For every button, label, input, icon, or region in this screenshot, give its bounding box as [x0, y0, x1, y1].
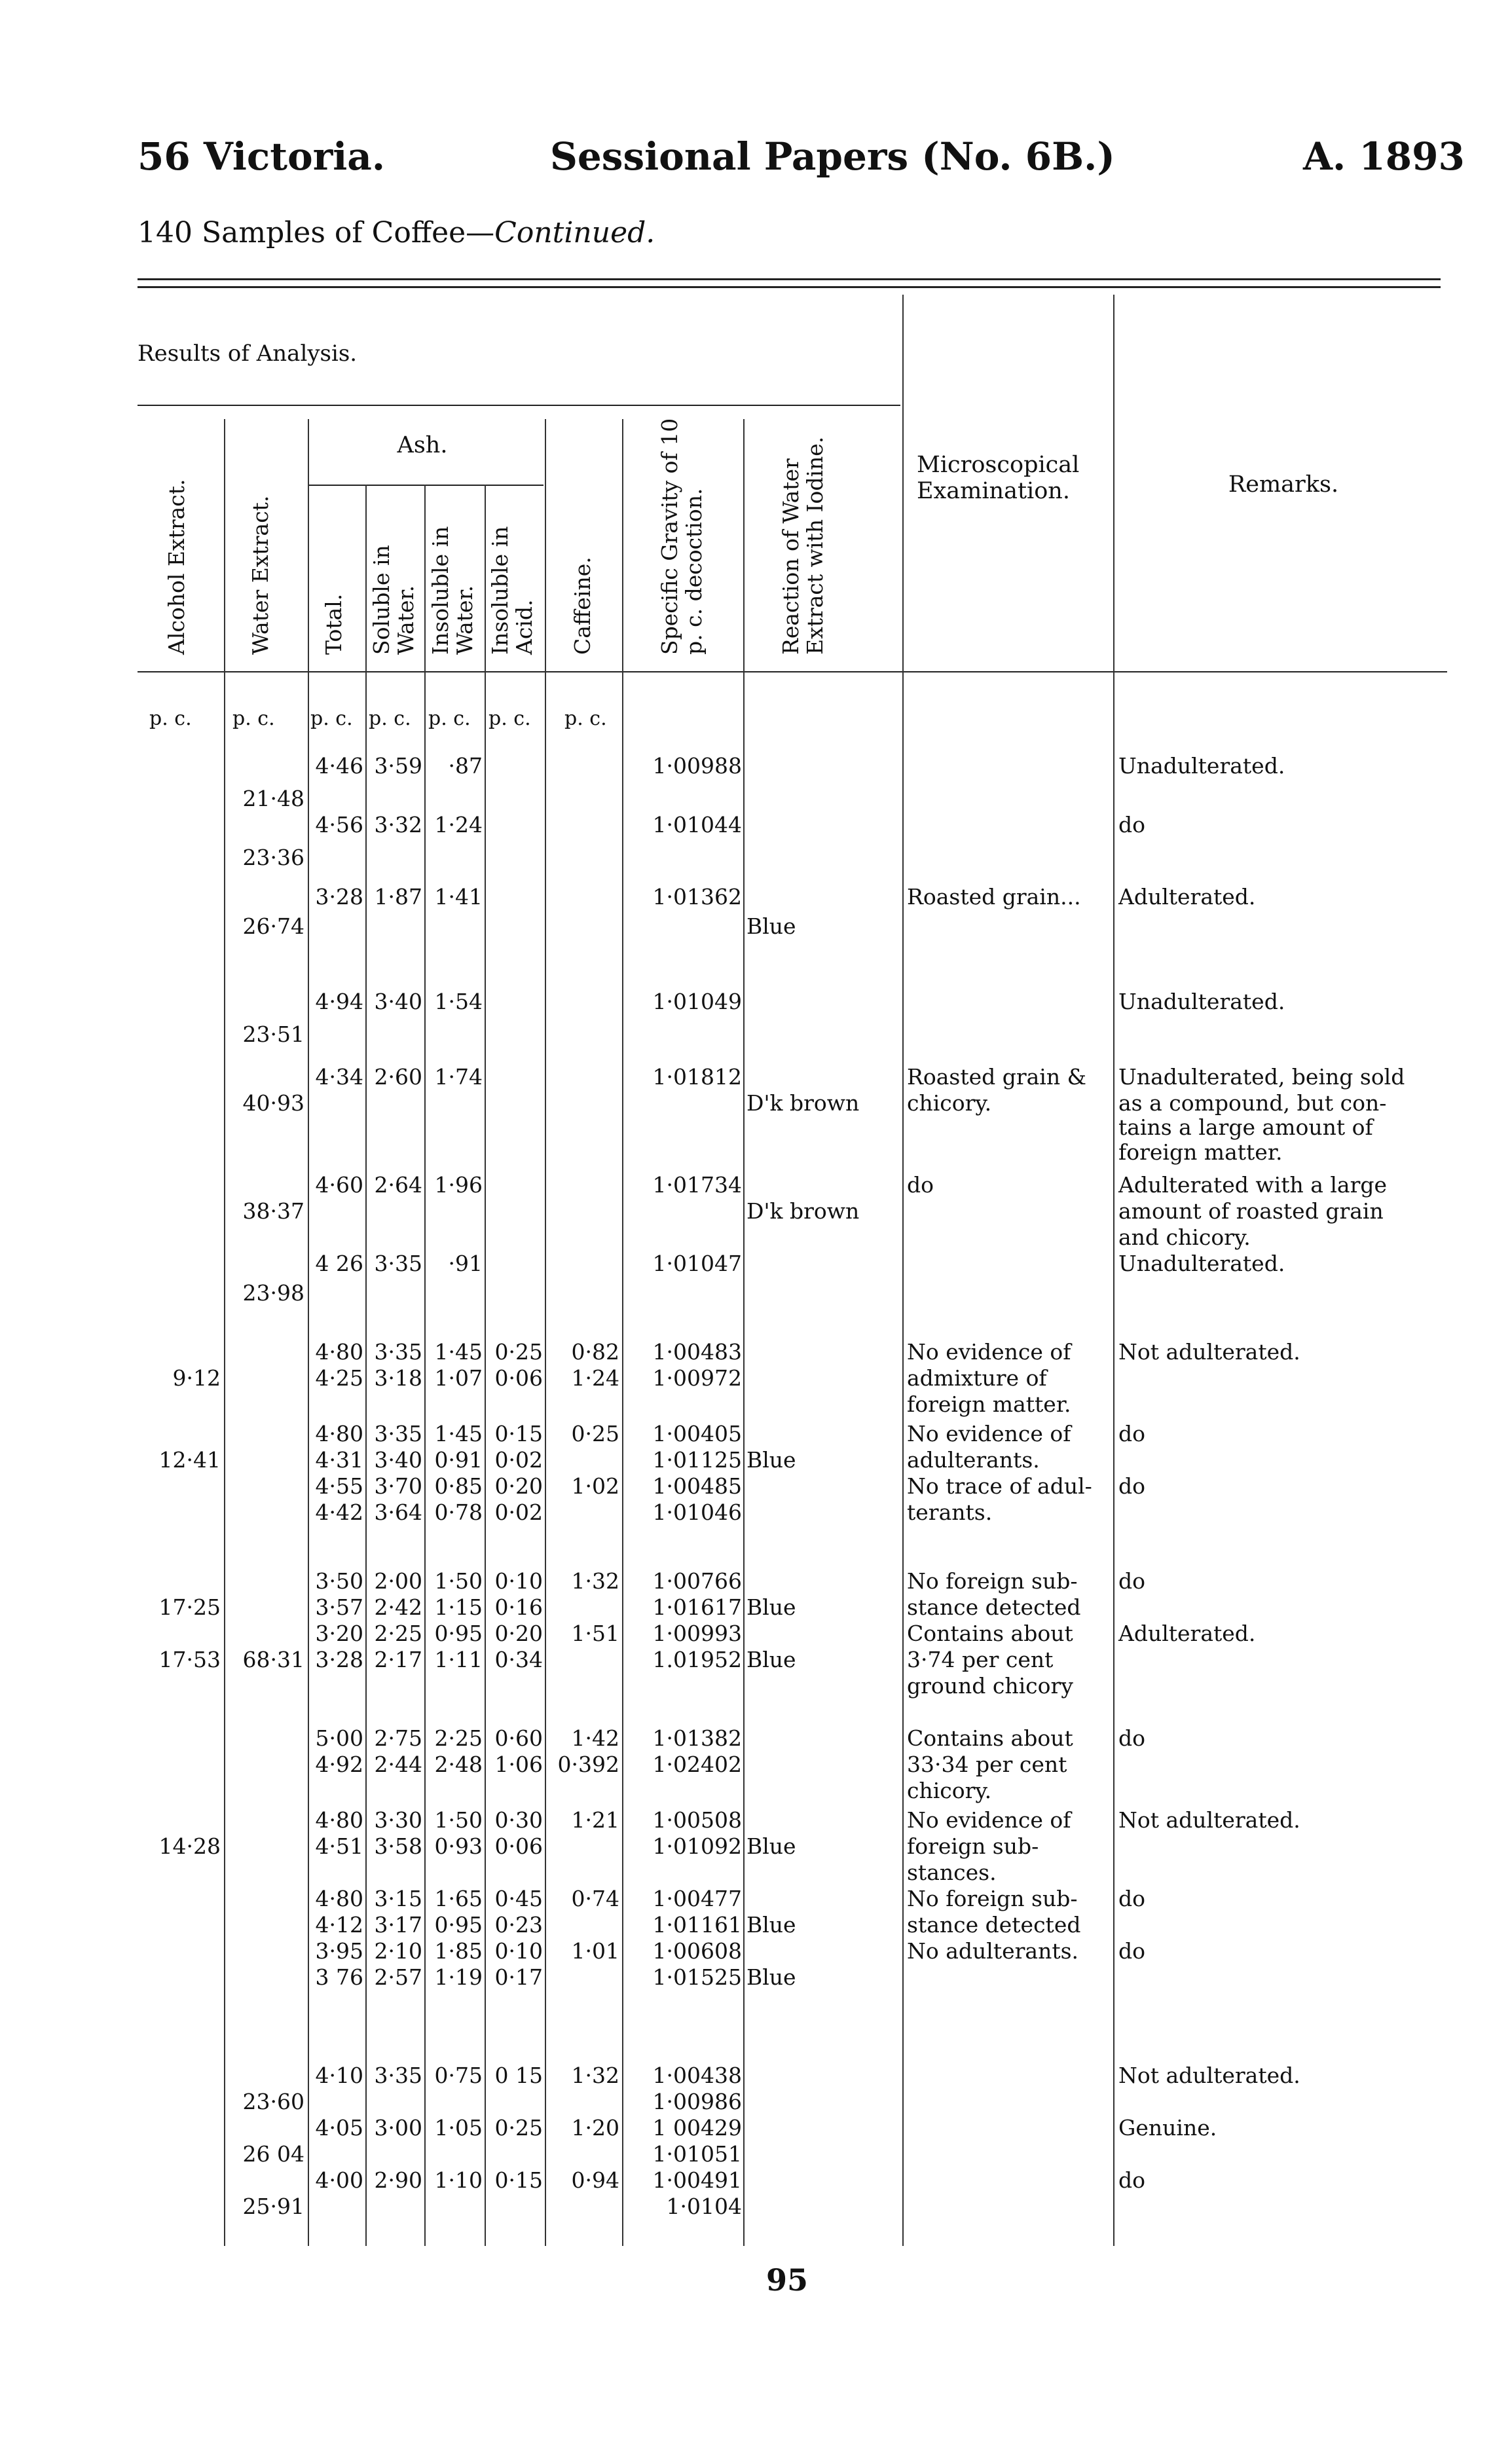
- cell-gravity: 1 00429: [652, 2115, 742, 2141]
- cell-gravity: 1.01952: [652, 1647, 742, 1672]
- cell-micro: No adulterants.: [907, 1938, 1079, 1964]
- cell-total: 4·42: [315, 1499, 363, 1525]
- cell-acid: 0·30: [494, 1807, 543, 1833]
- cell-acid: 0·25: [494, 2115, 543, 2141]
- col-caffeine: Caffeine.: [570, 557, 595, 655]
- cell-micro: chicory.: [907, 1090, 992, 1116]
- cell-micro: stances.: [907, 1860, 997, 1885]
- cell-sol: 3·40: [374, 989, 422, 1014]
- col-alcohol-extract: Alcohol Extract.: [164, 479, 189, 655]
- cell-sol: 3·35: [374, 2063, 422, 2088]
- cell-sol: 3·00: [374, 2115, 422, 2141]
- cell-sol: 2·90: [374, 2167, 422, 2193]
- cell-acid: 0·20: [494, 1621, 543, 1646]
- cell-sol: 3·30: [374, 1807, 422, 1833]
- cell-alcohol: 9·12: [172, 1365, 221, 1391]
- cell-reaction: Blue: [746, 1964, 796, 1990]
- col-divider: [902, 295, 904, 2246]
- cell-caffeine: 0·74: [571, 1886, 619, 1911]
- cell-insol: 1·50: [434, 1807, 483, 1833]
- cell-remarks: tains a large amount of: [1118, 1114, 1373, 1140]
- cell-micro: stance detected: [907, 1912, 1081, 1938]
- cell-micro: No evidence of: [907, 1339, 1071, 1365]
- cell-acid: 0·06: [494, 1365, 543, 1391]
- cell-total: 4·80: [315, 1807, 363, 1833]
- cell-remarks: foreign matter.: [1118, 1139, 1283, 1165]
- cell-sol: 3·35: [374, 1339, 422, 1365]
- cell-acid: 0·25: [494, 1339, 543, 1365]
- subtitle-prefix: 140 Samples of Coffee—: [138, 216, 495, 249]
- cell-gravity: 1·00608: [652, 1938, 742, 1964]
- col-divider: [485, 485, 486, 2246]
- col-ash-total: Total.: [321, 593, 346, 655]
- cell-acid: 0·23: [494, 1912, 543, 1938]
- col-ash-soluble-water: Soluble in Water.: [369, 545, 418, 655]
- cell-acid: 0·45: [494, 1886, 543, 1911]
- cell-gravity: 1·01051: [652, 2141, 742, 2167]
- cell-water: 23·60: [242, 2089, 304, 2114]
- cell-insol: 1·24: [434, 812, 483, 837]
- cell-micro: No evidence of: [907, 1807, 1071, 1833]
- cell-caffeine: 1·21: [571, 1807, 619, 1833]
- unit-label: p. c.: [428, 707, 471, 730]
- cell-gravity: 1·00405: [652, 1421, 742, 1446]
- col-specific-gravity: Specific Gravity of 10 p. c. decoction.: [657, 418, 707, 655]
- cell-micro: 33·34 per cent: [907, 1752, 1067, 1777]
- cell-gravity: 1·00477: [652, 1886, 742, 1911]
- header-left: 56 Victoria.: [138, 134, 386, 179]
- unit-label: p. c.: [310, 707, 353, 730]
- cell-caffeine: 1·32: [571, 1568, 619, 1594]
- cell-acid: 1·06: [494, 1752, 543, 1777]
- cell-sol: 3·40: [374, 1447, 422, 1473]
- col-water-extract: Water Extract.: [248, 495, 273, 655]
- unit-label: p. c.: [149, 707, 192, 730]
- cell-alcohol: 14·28: [158, 1833, 221, 1859]
- cell-sol: 2·00: [374, 1568, 422, 1594]
- unit-label: p. c.: [369, 707, 411, 730]
- cell-gravity: 1·00766: [652, 1568, 742, 1594]
- cell-total: 4·25: [315, 1365, 363, 1391]
- cell-total: 4·94: [315, 989, 363, 1014]
- cell-insol: 0·78: [434, 1499, 483, 1525]
- cell-reaction: Blue: [746, 1594, 796, 1620]
- col-divider: [424, 485, 426, 2246]
- cell-water: 68·31: [242, 1647, 304, 1672]
- cell-gravity: 1·01049: [652, 989, 742, 1014]
- cell-insol: 1·41: [434, 884, 483, 910]
- cell-remarks: do: [1118, 1421, 1145, 1446]
- cell-caffeine: 1·02: [571, 1473, 619, 1499]
- cell-sol: 2·60: [374, 1064, 422, 1090]
- cell-micro: Roasted grain &: [907, 1064, 1086, 1090]
- cell-water: 40·93: [242, 1090, 304, 1116]
- cell-water: 23·98: [242, 1280, 304, 1306]
- cell-insol: 1·19: [434, 1964, 483, 1990]
- cell-total: 3·95: [315, 1938, 363, 1964]
- cell-reaction: Blue: [746, 1647, 796, 1672]
- col-divider: [365, 485, 367, 2246]
- cell-water: 21·48: [242, 786, 304, 811]
- col-ash-insoluble-acid: Insoluble in Acid.: [487, 526, 537, 655]
- cell-acid: 0 15: [494, 2063, 543, 2088]
- cell-acid: 0·10: [494, 1568, 543, 1594]
- cell-caffeine: 1·51: [571, 1621, 619, 1646]
- cell-insol: 2·48: [434, 1752, 483, 1777]
- col-divider: [743, 419, 745, 2246]
- cell-caffeine: 1·24: [571, 1365, 619, 1391]
- cell-total: 5·00: [315, 1725, 363, 1751]
- cell-insol: 1·50: [434, 1568, 483, 1594]
- cell-water: 23·36: [242, 845, 304, 870]
- cell-remarks: do: [1118, 1886, 1145, 1911]
- cell-gravity: 1·00993: [652, 1621, 742, 1646]
- cell-acid: 0·10: [494, 1938, 543, 1964]
- cell-gravity: 1·00972: [652, 1365, 742, 1391]
- cell-remarks: Unadulterated.: [1118, 753, 1285, 779]
- cell-water: 23·51: [242, 1021, 304, 1047]
- cell-gravity: 1·00508: [652, 1807, 742, 1833]
- cell-remarks: do: [1118, 1938, 1145, 1964]
- cell-remarks: as a compound, but con-: [1118, 1090, 1387, 1116]
- cell-micro: Contains about: [907, 1725, 1073, 1751]
- cell-total: 4·92: [315, 1752, 363, 1777]
- cell-caffeine: 0·25: [571, 1421, 619, 1446]
- cell-sol: 3·64: [374, 1499, 422, 1525]
- cell-gravity: 1·01382: [652, 1725, 742, 1751]
- cell-gravity: 1·00438: [652, 2063, 742, 2088]
- cell-gravity: 1·01525: [652, 1964, 742, 1990]
- cell-reaction: D'k brown: [746, 1198, 860, 1224]
- cell-total: 4·55: [315, 1473, 363, 1499]
- cell-micro: No foreign sub-: [907, 1568, 1078, 1594]
- cell-gravity: 1·00988: [652, 753, 742, 779]
- cell-reaction: Blue: [746, 913, 796, 939]
- cell-reaction: Blue: [746, 1912, 796, 1938]
- cell-micro: No evidence of: [907, 1421, 1071, 1446]
- cell-sol: 3·58: [374, 1833, 422, 1859]
- cell-reaction: Blue: [746, 1447, 796, 1473]
- cell-sol: 3·17: [374, 1912, 422, 1938]
- cell-total: 4·80: [315, 1339, 363, 1365]
- header-right: A. 1893: [1303, 134, 1465, 179]
- cell-gravity: 1·01734: [652, 1172, 742, 1198]
- cell-insol: 1·15: [434, 1594, 483, 1620]
- cell-insol: 0·85: [434, 1473, 483, 1499]
- cell-total: 4·00: [315, 2167, 363, 2193]
- cell-insol: 1·11: [434, 1647, 483, 1672]
- cell-total: 3·28: [315, 1647, 363, 1672]
- cell-acid: 0·15: [494, 1421, 543, 1446]
- cell-caffeine: 1·20: [571, 2115, 619, 2141]
- cell-total: 4·80: [315, 1886, 363, 1911]
- cell-remarks: do: [1118, 1568, 1145, 1594]
- cell-insol: 1·45: [434, 1421, 483, 1446]
- cell-total: 4·05: [315, 2115, 363, 2141]
- cell-micro: admixture of: [907, 1365, 1047, 1391]
- cell-insol: 1·07: [434, 1365, 483, 1391]
- cell-sol: 3·15: [374, 1886, 422, 1911]
- cell-total: 4 26: [315, 1251, 363, 1276]
- cell-sol: 2·25: [374, 1621, 422, 1646]
- col-microscopical: Microscopical Examination.: [917, 452, 1080, 505]
- cell-gravity: 1·01161: [652, 1912, 742, 1938]
- cell-micro: ground chicory: [907, 1673, 1073, 1699]
- cell-total: 4·51: [315, 1833, 363, 1859]
- cell-micro: 3·74 per cent: [907, 1647, 1054, 1672]
- cell-sol: 2·42: [374, 1594, 422, 1620]
- unit-label: p. c.: [564, 707, 607, 730]
- cell-micro: adulterants.: [907, 1447, 1040, 1473]
- cell-gravity: 1·01617: [652, 1594, 742, 1620]
- cell-insol: 1·74: [434, 1064, 483, 1090]
- cell-sol: 1·87: [374, 884, 422, 910]
- cell-remarks: Unadulterated.: [1118, 989, 1285, 1014]
- cell-sol: 3·35: [374, 1251, 422, 1276]
- cell-gravity: 1·02402: [652, 1752, 742, 1777]
- cell-gravity: 1·00485: [652, 1473, 742, 1499]
- cell-sol: 2·10: [374, 1938, 422, 1964]
- cell-acid: 0·34: [494, 1647, 543, 1672]
- cell-micro: terants.: [907, 1499, 993, 1525]
- cell-sol: 2·44: [374, 1752, 422, 1777]
- cell-alcohol: 17·53: [158, 1647, 221, 1672]
- section-title: Results of Analysis.: [138, 340, 358, 367]
- ash-rule: [308, 485, 543, 486]
- cell-acid: 0·06: [494, 1833, 543, 1859]
- cell-insol: 1·85: [434, 1938, 483, 1964]
- cell-total: 3·28: [315, 884, 363, 910]
- cell-micro: Contains about: [907, 1621, 1073, 1646]
- cell-total: 3·20: [315, 1621, 363, 1646]
- cell-gravity: 1·0104: [666, 2194, 742, 2219]
- cell-water: 26 04: [242, 2141, 304, 2167]
- cell-insol: 0·93: [434, 1833, 483, 1859]
- cell-total: 4·60: [315, 1172, 363, 1198]
- cell-insol: 2·25: [434, 1725, 483, 1751]
- cell-remarks: do: [1118, 1473, 1145, 1499]
- cell-gravity: 1·00491: [652, 2167, 742, 2193]
- cell-remarks: Unadulterated.: [1118, 1251, 1285, 1276]
- cell-gravity: 1·01812: [652, 1064, 742, 1090]
- cell-insol: 1·54: [434, 989, 483, 1014]
- cell-caffeine: 1·42: [571, 1725, 619, 1751]
- cell-sol: 3·32: [374, 812, 422, 837]
- cell-total: 3·57: [315, 1594, 363, 1620]
- cell-remarks: Genuine.: [1118, 2115, 1217, 2141]
- col-remarks: Remarks.: [1228, 471, 1339, 498]
- cell-acid: 0·16: [494, 1594, 543, 1620]
- cell-insol: ·87: [448, 753, 483, 779]
- cell-total: 3·50: [315, 1568, 363, 1594]
- cell-gravity: 1·00986: [652, 2089, 742, 2114]
- cell-remarks: Not adulterated.: [1118, 2063, 1300, 2088]
- cell-remarks: Adulterated with a large: [1118, 1172, 1388, 1198]
- cell-caffeine: 1·32: [571, 2063, 619, 2088]
- col-ash-group: Ash.: [397, 432, 448, 458]
- cell-sol: 2·17: [374, 1647, 422, 1672]
- cell-sol: 3·35: [374, 1421, 422, 1446]
- cell-total: 4·46: [315, 753, 363, 779]
- cell-total: 3 76: [315, 1964, 363, 1990]
- cell-gravity: 1·01047: [652, 1251, 742, 1276]
- cell-remarks: do: [1118, 812, 1145, 837]
- col-divider: [1113, 295, 1114, 2246]
- header-center: Sessional Papers (No. 6B.): [550, 134, 1115, 179]
- col-iodine-reaction: Reaction of Water Extract with Iodine.: [778, 436, 828, 655]
- cell-caffeine: 1·01: [571, 1938, 619, 1964]
- cell-remarks: Unadulterated, being sold: [1118, 1064, 1405, 1090]
- cell-acid: 0·15: [494, 2167, 543, 2193]
- cell-sol: 2·64: [374, 1172, 422, 1198]
- cell-remarks: Adulterated.: [1118, 1621, 1256, 1646]
- header-bottom-rule: [138, 671, 1447, 672]
- cell-remarks: do: [1118, 2167, 1145, 2193]
- cell-acid: 0·02: [494, 1447, 543, 1473]
- cell-insol: 1·05: [434, 2115, 483, 2141]
- page-number: 95: [766, 2262, 809, 2298]
- col-divider: [622, 419, 623, 2246]
- cell-gravity: 1·01044: [652, 812, 742, 837]
- cell-total: 4·80: [315, 1421, 363, 1446]
- cell-caffeine: 0·94: [571, 2167, 619, 2193]
- unit-label: p. c.: [232, 707, 275, 730]
- page-subtitle: [138, 216, 655, 249]
- cell-micro: No foreign sub-: [907, 1886, 1078, 1911]
- top-rule: [138, 278, 1441, 280]
- cell-acid: 0·60: [494, 1725, 543, 1751]
- cell-remarks: and chicory.: [1118, 1224, 1251, 1250]
- cell-water: 26·74: [242, 913, 304, 939]
- cell-insol: 1·45: [434, 1339, 483, 1365]
- cell-remarks: Adulterated.: [1118, 884, 1256, 910]
- cell-insol: 0·75: [434, 2063, 483, 2088]
- cell-water: 38·37: [242, 1198, 304, 1224]
- cell-alcohol: 17·25: [158, 1594, 221, 1620]
- cell-gravity: 1·01125: [652, 1447, 742, 1473]
- cell-micro: do: [907, 1172, 934, 1198]
- cell-caffeine: 0·392: [557, 1752, 619, 1777]
- cell-water: 25·91: [242, 2194, 304, 2219]
- cell-gravity: 1·01092: [652, 1833, 742, 1859]
- cell-insol: 0·95: [434, 1621, 483, 1646]
- cell-gravity: 1·01362: [652, 884, 742, 910]
- cell-acid: 0·20: [494, 1473, 543, 1499]
- cell-total: 4·12: [315, 1912, 363, 1938]
- cell-reaction: Blue: [746, 1833, 796, 1859]
- cell-micro: Roasted grain...: [907, 884, 1081, 910]
- cell-reaction: D'k brown: [746, 1090, 860, 1116]
- cell-micro: chicory.: [907, 1778, 992, 1803]
- cell-sol: 3·59: [374, 753, 422, 779]
- cell-remarks: Not adulterated.: [1118, 1339, 1300, 1365]
- cell-remarks: do: [1118, 1725, 1145, 1751]
- subtitle-italic: Continued.: [494, 216, 655, 249]
- top-rule-2: [138, 286, 1441, 288]
- cell-insol: 1·65: [434, 1886, 483, 1911]
- cell-sol: 3·70: [374, 1473, 422, 1499]
- cell-sol: 3·18: [374, 1365, 422, 1391]
- cell-total: 4·34: [315, 1064, 363, 1090]
- cell-acid: 0·02: [494, 1499, 543, 1525]
- cell-sol: 2·75: [374, 1725, 422, 1751]
- cell-micro: No trace of adul-: [907, 1473, 1092, 1499]
- cell-sol: 2·57: [374, 1964, 422, 1990]
- col-divider: [308, 419, 309, 2246]
- cell-acid: 0·17: [494, 1964, 543, 1990]
- cell-remarks: amount of roasted grain: [1118, 1198, 1384, 1224]
- cell-insol: 0·95: [434, 1912, 483, 1938]
- cell-remarks: Not adulterated.: [1118, 1807, 1300, 1833]
- cell-alcohol: 12·41: [158, 1447, 221, 1473]
- cell-micro: stance detected: [907, 1594, 1081, 1620]
- col-divider: [224, 419, 225, 2246]
- cell-gravity: 1·00483: [652, 1339, 742, 1365]
- cell-total: 4·10: [315, 2063, 363, 2088]
- cell-micro: foreign matter.: [907, 1391, 1071, 1417]
- cell-insol: 0·91: [434, 1447, 483, 1473]
- cell-caffeine: 0·82: [571, 1339, 619, 1365]
- cell-micro: foreign sub-: [907, 1833, 1039, 1859]
- unit-label: p. c.: [488, 707, 531, 730]
- cell-total: 4·56: [315, 812, 363, 837]
- cell-total: 4·31: [315, 1447, 363, 1473]
- cell-gravity: 1·01046: [652, 1499, 742, 1525]
- col-ash-insoluble-water: Insoluble in Water.: [428, 526, 477, 655]
- cell-insol: 1·10: [434, 2167, 483, 2193]
- cell-insol: 1·96: [434, 1172, 483, 1198]
- cell-insol: ·91: [448, 1251, 483, 1276]
- col-divider: [545, 419, 546, 2246]
